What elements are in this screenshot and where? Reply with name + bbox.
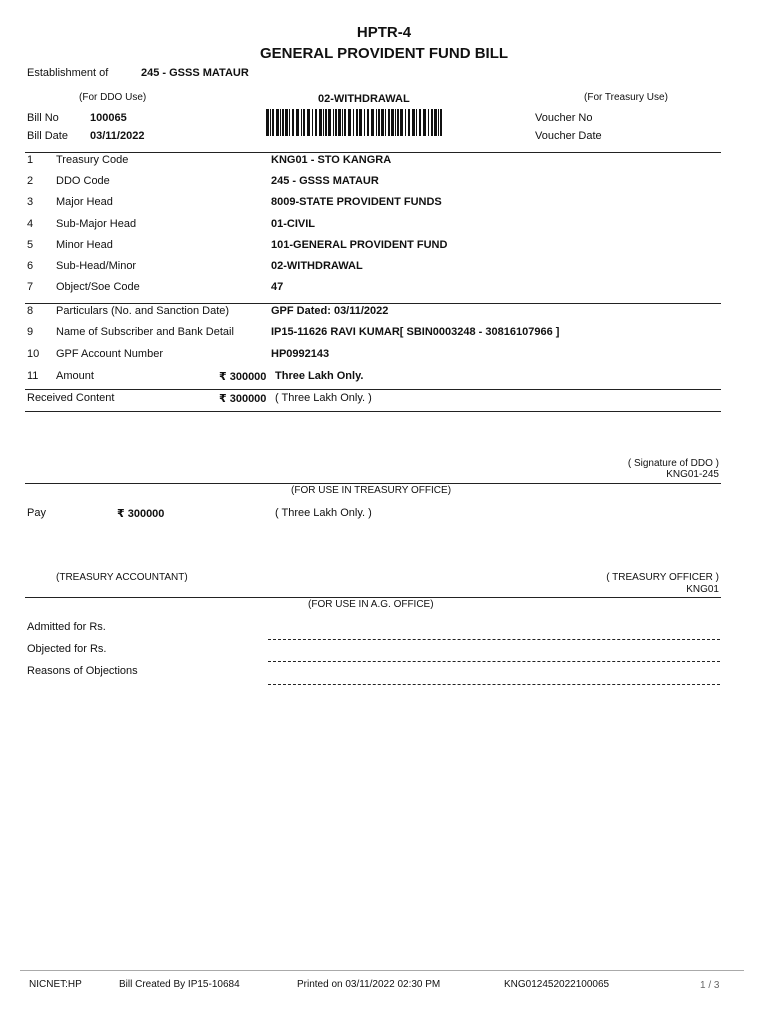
- barcode-bar: [376, 109, 377, 136]
- bill-no: 100065: [90, 112, 127, 124]
- barcode-bar: [307, 109, 310, 136]
- received-amount: ₹ 300000: [219, 393, 267, 405]
- barcode-bar: [391, 109, 394, 136]
- divider: [25, 483, 721, 484]
- bill-date-label: Bill Date: [27, 130, 68, 142]
- pay-words: ( Three Lakh Only. ): [275, 507, 372, 519]
- row-value: 47: [271, 281, 284, 293]
- voucher-no-label: Voucher No: [535, 112, 593, 124]
- row-label: Sub-Major Head: [56, 218, 137, 230]
- footer-nicnet: NICNET:HP: [29, 979, 82, 990]
- establishment-label: Establishment of: [27, 67, 109, 79]
- barcode-bar: [385, 109, 386, 136]
- footer-reference: KNG012452022100065: [504, 979, 610, 990]
- row-value: 8009-STATE PROVIDENT FUNDS: [271, 196, 442, 208]
- ddo-code: KNG01-245: [666, 469, 719, 480]
- barcode-bar: [431, 109, 433, 136]
- barcode-bar: [323, 109, 324, 136]
- row-label: Minor Head: [56, 239, 113, 251]
- barcode-bar: [296, 109, 299, 136]
- footer-printed-on: Printed on 03/11/2022 02:30 PM: [297, 979, 441, 990]
- establishment-value: 245 - GSSS MATAUR: [141, 67, 249, 79]
- row-value: KNG01 - STO KANGRA: [271, 154, 392, 166]
- objected-blank-line: [268, 661, 720, 662]
- amount-value: ₹ 300000: [219, 371, 267, 383]
- row-number: 10: [27, 348, 40, 360]
- barcode-bar: [333, 109, 334, 136]
- page-number: 1 / 3: [700, 980, 720, 991]
- particulars-value: GPF Dated: 03/11/2022: [271, 305, 389, 317]
- barcode-bar: [416, 109, 417, 136]
- barcode-bar: [434, 109, 437, 136]
- row-label: DDO Code: [56, 175, 110, 187]
- voucher-date-label: Voucher Date: [535, 130, 602, 142]
- barcode-bar: [266, 109, 269, 136]
- admitted-blank-line: [268, 639, 720, 640]
- barcode-bar: [395, 109, 396, 136]
- barcode-bar: [364, 109, 365, 136]
- barcode-bar: [378, 109, 380, 136]
- bill-date: 03/11/2022: [90, 130, 145, 142]
- barcode-bar: [325, 109, 327, 136]
- barcode-bar: [371, 109, 374, 136]
- divider: [25, 303, 721, 304]
- barcode-bar: [280, 109, 281, 136]
- row-label: Sub-Head/Minor: [56, 260, 137, 272]
- barcode-bar: [292, 109, 294, 136]
- barcode-bar: [438, 109, 439, 136]
- barcode-bar: [419, 109, 421, 136]
- treasury-officer-code: KNG01: [686, 584, 719, 595]
- barcode-bar: [400, 109, 403, 136]
- row-value: 01-CIVIL: [271, 218, 316, 230]
- row-value: 245 - GSSS MATAUR: [271, 175, 379, 187]
- row-label: Major Head: [56, 196, 113, 208]
- row-label: Treasury Code: [56, 154, 129, 166]
- row-number: 6: [27, 260, 34, 272]
- barcode-bar: [303, 109, 305, 136]
- reasons-label: Reasons of Objections: [27, 665, 138, 677]
- footer-created-by: Bill Created By IP15-10684: [119, 979, 240, 990]
- pay-label: Pay: [27, 507, 46, 519]
- barcode-bar: [301, 109, 302, 136]
- treasury-office-heading: (FOR USE IN TREASURY OFFICE): [291, 485, 452, 496]
- row-label: Object/Soe Code: [56, 281, 140, 293]
- row-value: 101-GENERAL PROVIDENT FUND: [271, 239, 448, 251]
- barcode-bar: [335, 109, 337, 136]
- page-title: GENERAL PROVIDENT FUND BILL: [259, 45, 509, 62]
- received-words: ( Three Lakh Only. ): [275, 392, 372, 404]
- particulars-label: Particulars (No. and Sanction Date): [56, 305, 230, 317]
- row-number: 11: [27, 370, 39, 382]
- barcode-bar: [348, 109, 351, 136]
- barcode-bar: [328, 109, 331, 136]
- gpf-account-value: HP0992143: [271, 348, 330, 360]
- barcode-bar: [338, 109, 341, 136]
- row-number: 7: [27, 281, 34, 293]
- subscriber-label: Name of Subscriber and Bank Detail: [56, 326, 234, 338]
- row-number: 9: [27, 326, 34, 338]
- barcode-bar: [428, 109, 429, 136]
- reasons-blank-line: [268, 684, 720, 685]
- ddo-signature-label: ( Signature of DDO ): [627, 458, 719, 469]
- subscriber-value: IP15-11626 RAVI KUMAR[ SBIN0003248 - 30816107966 ]: [271, 326, 560, 338]
- row-number: 1: [27, 154, 34, 166]
- barcode-bar: [319, 109, 322, 136]
- received-label: Received Content: [27, 392, 115, 404]
- admitted-label: Admitted for Rs.: [27, 621, 106, 633]
- barcode-bar: [405, 109, 406, 136]
- row-number: 2: [27, 175, 34, 187]
- row-number: 3: [27, 196, 34, 208]
- footer-divider: [20, 970, 744, 971]
- pay-amount: ₹ 300000: [117, 508, 165, 520]
- barcode-bar: [367, 109, 369, 136]
- barcode-bar: [408, 109, 410, 136]
- barcode-bar: [412, 109, 415, 136]
- barcode-bar: [397, 109, 399, 136]
- barcode-bar: [276, 109, 279, 136]
- barcode-bar: [359, 109, 362, 136]
- divider: [25, 411, 721, 412]
- divider: [25, 597, 721, 598]
- barcode-bar: [289, 109, 290, 136]
- barcode-bar: [381, 109, 384, 136]
- barcode-bar: [282, 109, 284, 136]
- barcode-bar: [342, 109, 343, 136]
- ag-office-heading: (FOR USE IN A.G. OFFICE): [308, 599, 434, 610]
- row-number: 8: [27, 305, 34, 317]
- ddo-use-label: (For DDO Use): [79, 92, 147, 103]
- barcode-bar: [353, 109, 354, 136]
- barcode-bar: [315, 109, 317, 136]
- row-number: 5: [27, 239, 34, 251]
- bill-no-label: Bill No: [27, 112, 59, 124]
- treasury-accountant-label: (TREASURY ACCOUNTANT): [56, 572, 188, 583]
- treasury-use-label: (For Treasury Use): [584, 92, 668, 103]
- treasury-officer-label: ( TREASURY OFFICER ): [606, 572, 719, 583]
- divider: [25, 152, 721, 153]
- objected-label: Objected for Rs.: [27, 643, 107, 655]
- barcode-bar: [285, 109, 288, 136]
- barcode-bar: [270, 109, 271, 136]
- barcode-bar: [388, 109, 390, 136]
- bill-type: 02-WITHDRAWAL: [318, 93, 410, 105]
- barcode-bar: [356, 109, 358, 136]
- row-value: 02-WITHDRAWAL: [271, 260, 363, 272]
- divider: [25, 389, 721, 390]
- barcode-bar: [272, 109, 274, 136]
- barcode-bar: [423, 109, 426, 136]
- row-number: 4: [27, 218, 34, 230]
- barcode-image: [266, 109, 444, 136]
- gpf-account-label: GPF Account Number: [56, 348, 163, 360]
- amount-label: Amount: [56, 370, 94, 382]
- amount-words: Three Lakh Only.: [275, 370, 364, 382]
- barcode-bar: [312, 109, 313, 136]
- barcode-bar: [344, 109, 346, 136]
- form-code: HPTR-4: [356, 24, 412, 41]
- barcode-bar: [440, 109, 442, 136]
